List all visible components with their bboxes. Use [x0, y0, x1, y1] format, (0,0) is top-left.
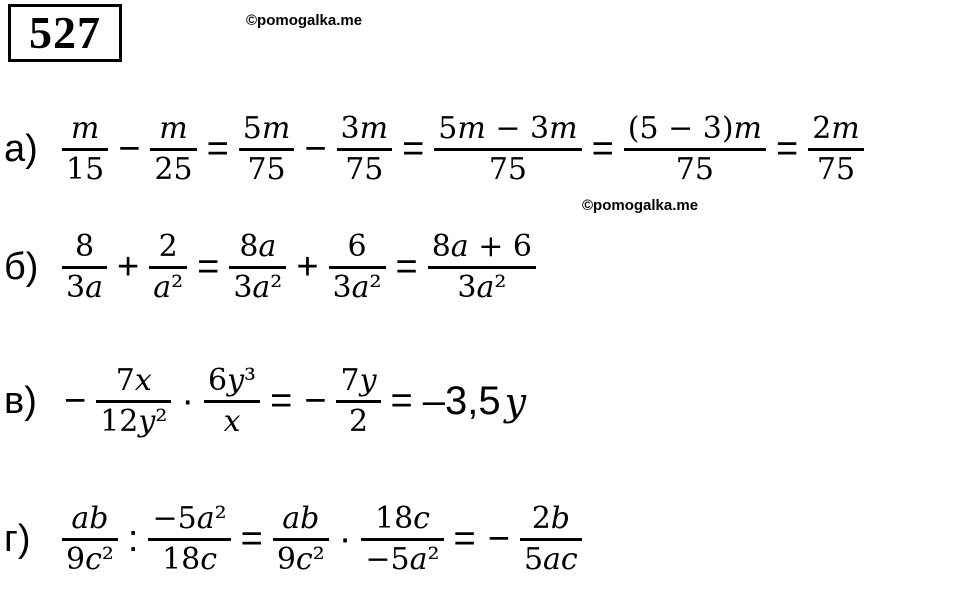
numerator: 𝑎𝑏 [71, 501, 109, 536]
denominator: 3𝑎² [233, 270, 283, 305]
label-a: а) [4, 128, 38, 170]
fraction [204, 362, 260, 441]
denominator: 75 [345, 152, 384, 187]
result-variable: 𝑦 [504, 379, 527, 424]
numerator: 8𝑎 + 6 [431, 229, 532, 264]
fraction [229, 228, 286, 307]
minus-sign: − [64, 380, 87, 422]
numerator: 6 [347, 229, 367, 264]
equals-sign: = [591, 128, 614, 170]
numerator: 5𝑚 − 3𝑚 [438, 111, 578, 146]
numerator: 7𝑦 [340, 363, 377, 398]
label-g: г) [4, 518, 31, 560]
numerator: 𝑚 [70, 111, 100, 146]
denominator: 3𝑎² [332, 270, 382, 305]
fraction [239, 110, 295, 189]
fraction [273, 500, 329, 579]
denominator: −5𝑎² [365, 542, 440, 577]
fraction [808, 110, 864, 189]
numerator: 2𝑚 [812, 111, 860, 146]
denominator: 75 [816, 152, 856, 187]
denominator: 15 [66, 152, 105, 187]
equals-sign: = [402, 128, 425, 170]
fraction [150, 110, 196, 189]
fraction [434, 110, 581, 189]
fraction [62, 500, 118, 579]
denominator: 18𝑐 [162, 542, 218, 577]
fraction [148, 500, 230, 579]
denominator: 75 [247, 152, 286, 187]
numerator: (5 − 3)𝑚 [627, 111, 763, 146]
equation-a [0, 110, 868, 189]
numerator: 𝑚 [159, 111, 188, 146]
equation-g [0, 500, 586, 579]
numerator: 8𝑎 [239, 229, 277, 264]
denominator: 75 [488, 152, 528, 187]
numerator: 3𝑚 [340, 111, 389, 146]
fraction [361, 500, 443, 579]
equals-sign: = [240, 518, 263, 560]
denominator: 5𝑎𝑐 [523, 542, 578, 577]
equals-sign: = [270, 380, 293, 422]
numerator: 6𝑦³ [208, 363, 257, 398]
operator: − [118, 128, 141, 170]
denominator: 9𝑐² [276, 542, 325, 577]
numerator: 2𝑏 [531, 501, 570, 536]
denominator: 2 [348, 404, 369, 439]
denominator: 3𝑎 [66, 270, 103, 305]
problem-number: 527 [8, 4, 122, 62]
fraction [520, 500, 582, 579]
watermark-middle: ©pomogalka.me [582, 197, 699, 214]
numerator: 2 [158, 229, 178, 264]
result-value: –3,5 [422, 379, 501, 423]
fraction [337, 110, 393, 189]
denominator: 𝑎² [153, 270, 184, 305]
minus-sign: − [487, 518, 510, 560]
denominator: 3𝑎² [457, 270, 507, 305]
fraction [62, 228, 107, 307]
equals-sign: = [197, 246, 220, 288]
equals-sign: = [206, 128, 229, 170]
division-sign: : [127, 518, 139, 560]
operator: + [296, 246, 319, 288]
equals-sign: = [395, 246, 418, 288]
label-b: б) [4, 246, 39, 288]
numerator: 𝑎𝑏 [282, 501, 320, 536]
equation-b [0, 228, 540, 307]
fraction [336, 362, 380, 441]
fraction [149, 228, 187, 307]
equals-sign: = [390, 380, 413, 422]
minus-sign: − [304, 380, 327, 422]
denominator: 9𝑐² [66, 542, 114, 577]
numerator: 5𝑚 [242, 111, 291, 146]
equals-sign: = [453, 518, 476, 560]
fraction [329, 228, 386, 307]
fraction [428, 228, 536, 307]
operator: · [338, 518, 352, 560]
numerator: 8 [74, 229, 95, 264]
watermark-top: ©pomogalka.me [246, 12, 363, 29]
equals-sign: = [776, 128, 799, 170]
label-v: в) [4, 380, 37, 422]
numerator: −5𝑎² [152, 501, 227, 536]
denominator: 25 [154, 152, 193, 187]
denominator: 75 [675, 152, 714, 187]
operator: − [304, 128, 327, 170]
fraction [624, 110, 766, 189]
denominator: 𝑥 [223, 404, 241, 439]
operator: · [181, 380, 195, 422]
numerator: 18𝑐 [374, 501, 430, 536]
fraction [96, 362, 171, 441]
fraction [62, 110, 108, 189]
numerator: 7𝑥 [115, 363, 152, 398]
operator: + [116, 246, 140, 288]
equation-v [0, 362, 526, 441]
denominator: 12𝑦² [100, 404, 168, 439]
